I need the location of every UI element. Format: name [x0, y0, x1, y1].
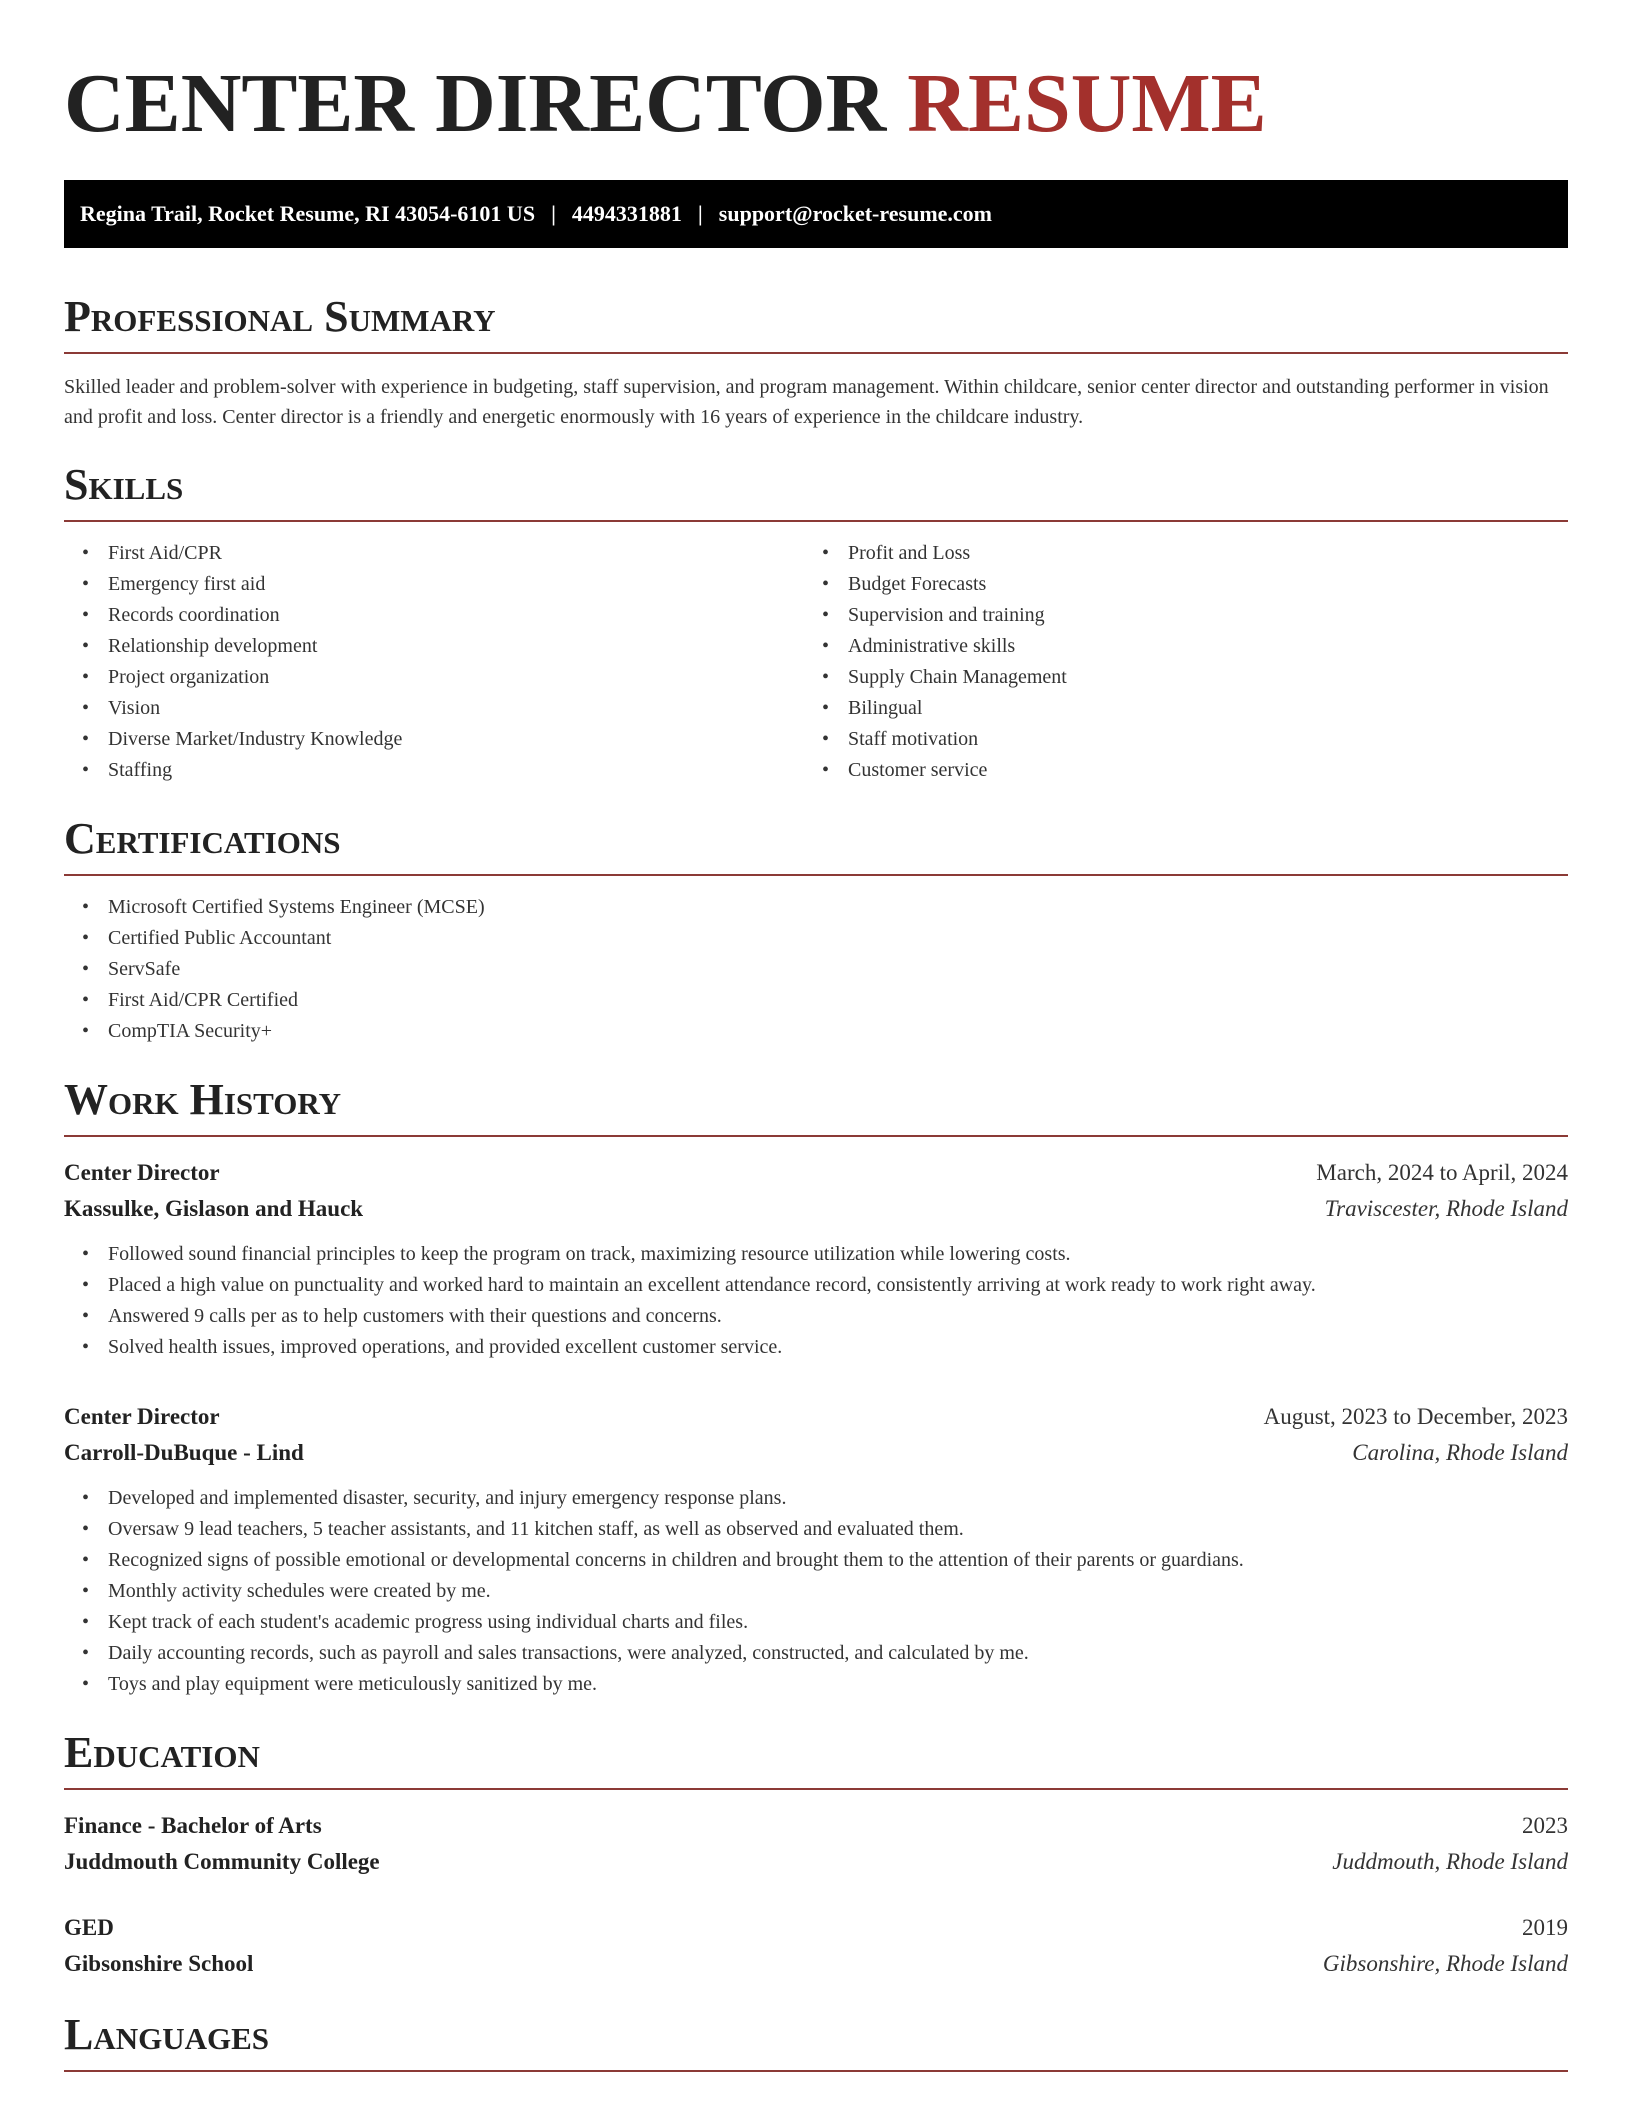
- contact-separator: |: [697, 201, 703, 226]
- skill-item: • Profit and Loss: [804, 538, 1568, 569]
- job-bullet: • Developed and implemented disaster, security, and injury emergency response plans.: [64, 1483, 1568, 1514]
- skill-item: • Vision: [64, 693, 804, 724]
- job-bullet: • Recognized signs of possible emotional or developmental concerns in children and brought them to the attention of their parents or guardians.: [64, 1545, 1568, 1576]
- contact-email[interactable]: support@rocket-resume.com: [718, 201, 992, 226]
- education-entry: [64, 1808, 1568, 1880]
- job-company: Carroll-DuBuque - Lind: [64, 1440, 304, 1465]
- contact-address: Regina Trail, Rocket Resume, RI 43054-6101 US: [80, 201, 536, 226]
- education-entry-header: [64, 1910, 1568, 1946]
- summary-heading: Professional Summary: [64, 292, 1568, 354]
- skill-item: • Diverse Market/Industry Knowledge: [64, 724, 804, 755]
- job-company: Kassulke, Gislason and Hauck: [64, 1196, 364, 1221]
- skill-item: • Staffing: [64, 755, 804, 786]
- education-entry: [64, 1910, 1568, 1982]
- job-bullet: • Daily accounting records, such as payroll and sales transactions, were analyzed, constructed, and calculated by me.: [64, 1638, 1568, 1669]
- certification-item: • First Aid/CPR Certified: [64, 985, 1568, 1016]
- certification-item: • Microsoft Certified Systems Engineer (MCSE): [64, 892, 1568, 923]
- job-dates: March, 2024 to April, 2024: [1316, 1160, 1568, 1185]
- certification-item: • ServSafe: [64, 954, 1568, 985]
- skill-item: • Staff motivation: [804, 724, 1568, 755]
- education-entry-subheader: [64, 1946, 1568, 1982]
- skill-item: • Relationship development: [64, 631, 804, 662]
- skill-item: • First Aid/CPR: [64, 538, 804, 569]
- skill-item: • Bilingual: [804, 693, 1568, 724]
- job-dates: August, 2023 to December, 2023: [1263, 1404, 1568, 1429]
- job-title: Center Director: [64, 1160, 220, 1185]
- skill-item: • Supervision and training: [804, 600, 1568, 631]
- certifications-list: [64, 892, 1568, 1047]
- certification-item: • CompTIA Security+: [64, 1016, 1568, 1047]
- work-entry-header: [64, 1399, 1568, 1435]
- work-entry: [64, 1155, 1568, 1363]
- job-title: Center Director: [64, 1404, 220, 1429]
- skill-item: • Project organization: [64, 662, 804, 693]
- job-bullet: • Toys and play equipment were meticulously sanitized by me.: [64, 1669, 1568, 1700]
- skills-column-right: [804, 538, 1568, 786]
- summary-text: Skilled leader and problem-solver with experience in budgeting, staff supervision, and program management. Within childcare, senior center director and outstanding performer in vision and profit and loss. Center director is a friendly and energetic enormously with 16 years of experience in the childcare industry.: [64, 376, 1549, 428]
- contact-separator: |: [551, 201, 556, 226]
- skill-item: • Customer service: [804, 755, 1568, 786]
- graduation-year: 2023: [1522, 1813, 1568, 1838]
- work-entry-subheader: [64, 1191, 1568, 1227]
- resume-title: [64, 58, 1568, 150]
- skill-item: • Administrative skills: [804, 631, 1568, 662]
- languages-heading: Languages: [64, 2010, 1568, 2072]
- job-bullet: • Solved health issues, improved operations, and provided excellent customer service.: [64, 1332, 1568, 1363]
- education-entry-header: [64, 1808, 1568, 1844]
- skill-item: • Supply Chain Management: [804, 662, 1568, 693]
- education-entry-subheader: [64, 1844, 1568, 1880]
- certifications-heading: Certifications: [64, 814, 1568, 876]
- skills-heading: Skills: [64, 460, 1568, 522]
- skill-item: • Records coordination: [64, 600, 804, 631]
- degree: Finance - Bachelor of Arts: [64, 1813, 322, 1838]
- school-name: Gibsonshire School: [64, 1951, 254, 1976]
- job-bullets: [64, 1239, 1568, 1363]
- job-bullet: • Kept track of each student's academic progress using individual charts and files.: [64, 1607, 1568, 1638]
- title-accent: RESUME: [907, 57, 1267, 150]
- graduation-year: 2019: [1522, 1915, 1568, 1940]
- work-entry: [64, 1399, 1568, 1700]
- contact-bar: [64, 180, 1568, 248]
- skills-grid: [64, 538, 1568, 786]
- school-location: Juddmouth, Rhode Island: [1332, 1849, 1568, 1874]
- job-bullet: • Answered 9 calls per as to help customers with their questions and concerns.: [64, 1301, 1568, 1332]
- work-entry-header: [64, 1155, 1568, 1191]
- job-bullets: [64, 1483, 1568, 1700]
- skills-column-left: [64, 538, 804, 786]
- school-name: Juddmouth Community College: [64, 1849, 380, 1874]
- work-history-heading: Work History: [64, 1075, 1568, 1137]
- resume-page: [0, 58, 1632, 2112]
- title-main: CENTER DIRECTOR: [64, 57, 887, 150]
- work-entry-subheader: [64, 1435, 1568, 1471]
- degree: GED: [64, 1915, 114, 1940]
- skill-item: • Budget Forecasts: [804, 569, 1568, 600]
- job-bullet: • Oversaw 9 lead teachers, 5 teacher assistants, and 11 kitchen staff, as well as observed and evaluated them.: [64, 1514, 1568, 1545]
- job-bullet: • Placed a high value on punctuality and worked hard to maintain an excellent attendance record, consistently arriving at work ready to work right away.: [64, 1270, 1568, 1301]
- job-location: Carolina, Rhode Island: [1352, 1440, 1568, 1465]
- job-location: Traviscester, Rhode Island: [1324, 1196, 1568, 1221]
- education-heading: Education: [64, 1728, 1568, 1790]
- school-location: Gibsonshire, Rhode Island: [1322, 1951, 1568, 1976]
- certification-item: • Certified Public Accountant: [64, 923, 1568, 954]
- skill-item: • Emergency first aid: [64, 569, 804, 600]
- job-bullet: • Followed sound financial principles to keep the program on track, maximizing resource utilization while lowering costs.: [64, 1239, 1568, 1270]
- contact-phone: 4494331881: [571, 201, 682, 226]
- job-bullet: • Monthly activity schedules were created by me.: [64, 1576, 1568, 1607]
